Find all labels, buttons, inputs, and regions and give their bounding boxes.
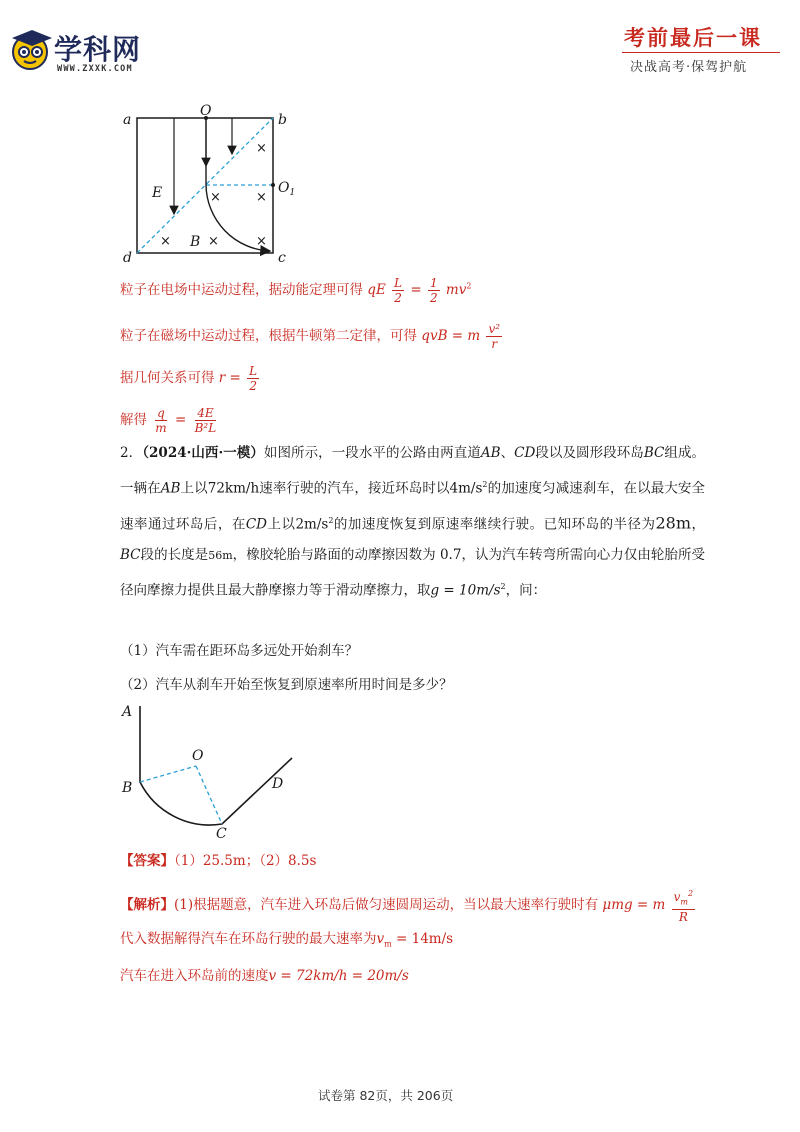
b-field-cross: × xyxy=(256,190,267,205)
fraction: $\frac{\text{v²}}{r}$ xyxy=(488,322,501,351)
header-divider xyxy=(622,52,780,53)
solution-line-3: 据几何关系可得 r = $\frac{L}{2}$ xyxy=(120,364,258,393)
label-d: d xyxy=(123,250,132,264)
radius-oc xyxy=(196,766,222,824)
point-o1 xyxy=(271,183,275,187)
solution-line-1: 粒子在电场中运动过程，据动能定理可得 qE $\frac{L}{2}$ = $\frac{1}{2}$ $mv^2$ xyxy=(120,276,472,305)
question-2-stem: 2．（2024·山西·一模）如图所示，一段水平的公路由两直道AB、CD段以及圆形段环岛BC组成。一辆在AB上以72km/h速率行驶的汽车，接近环岛时以$4m/s^2$的加速度匀减速刹车，在以最大安全速率通过环岛后，在CD上以$2m/s^2$的加速度恢复到原速率继续行驶。已知环岛的半径为28m，BC段的长度是56m，橡胶轮胎与路面的动摩擦因数为 0.7，认为汽车转弯所需向心力仅由轮胎所受径向摩擦力提供且最大静摩擦力等于滑动摩擦力，取$g = 10m/s^2$，问： xyxy=(120,445,706,599)
b-field-cross: × xyxy=(256,141,267,156)
page-footer: 试卷第 82页，共 206页 xyxy=(318,1088,454,1103)
logo-mascot-icon xyxy=(8,26,56,72)
figure-road-diagram xyxy=(118,700,308,840)
label-o: O xyxy=(192,748,204,764)
b-field-cross: × xyxy=(210,190,221,205)
fraction: $\frac{4E}{\text{B²L}}$ xyxy=(194,406,217,435)
fraction: $\frac{q}{m}$ xyxy=(155,406,167,435)
radius-ob xyxy=(140,766,196,782)
sub-question-2: （2）汽车从刹车开始至恢复到原速率所用时间是多少？ xyxy=(120,677,453,693)
road-path xyxy=(140,706,292,825)
label-big-b: B xyxy=(190,234,201,250)
analysis-line-3: 汽车在进入环岛前的速度v = 72km/h = 20m/s xyxy=(120,968,409,984)
label-a: a xyxy=(123,112,132,128)
figure-field-diagram xyxy=(120,104,310,264)
fraction: $\frac{v_m^2}{R}$ xyxy=(673,889,694,925)
solution-line-4: 解得 $\frac{q}{m}$ = $\frac{4E}{\text{B²L}}$ xyxy=(120,406,217,435)
solution-line-2: 粒子在磁场中运动过程，根据牛顿第二定律，可得 qvB = m $\frac{\text{v²}}{r}$ xyxy=(120,322,501,351)
analysis-line-2: 代入数据解得汽车在环岛行驶的最大速率为$v_m = 14m/s$ xyxy=(120,931,454,949)
sub-question-1: （1）汽车需在距环岛多远处开始刹车？ xyxy=(120,643,359,659)
fraction: $\frac{L}{2}$ xyxy=(394,276,403,305)
label-a: A xyxy=(122,704,133,720)
header-title: 考前最后一课 xyxy=(624,25,762,50)
fraction: $\frac{L}{2}$ xyxy=(249,364,258,393)
label-b: b xyxy=(278,112,287,128)
label-e: E xyxy=(152,185,163,201)
label-o1: $O_1$ xyxy=(278,180,296,198)
b-field-cross: × xyxy=(256,234,267,249)
header-subtitle: 决战高考·保驾护航 xyxy=(630,60,748,75)
answer-line: 【答案】（1）25.5m；（2）8.5s xyxy=(120,853,317,869)
logo xyxy=(8,26,208,78)
logo-url: WWW.ZXXK.COM xyxy=(57,64,133,74)
label-o: O xyxy=(200,104,212,119)
logo-text: 学科网 xyxy=(54,33,142,66)
b-field-cross: × xyxy=(160,234,171,249)
label-b: B xyxy=(122,780,133,796)
analysis-line-1: 【解析】(1)根据题意，汽车进入环岛后做匀速圆周运动，当以最大速率行驶时有 μmg = m $\frac{v_m^2}{R}$ xyxy=(120,889,694,925)
label-c: c xyxy=(278,250,286,264)
b-field-cross: × xyxy=(208,234,219,249)
label-c: C xyxy=(216,826,227,840)
label-d: D xyxy=(272,776,284,792)
fraction: $\frac{1}{2}$ xyxy=(429,276,438,305)
